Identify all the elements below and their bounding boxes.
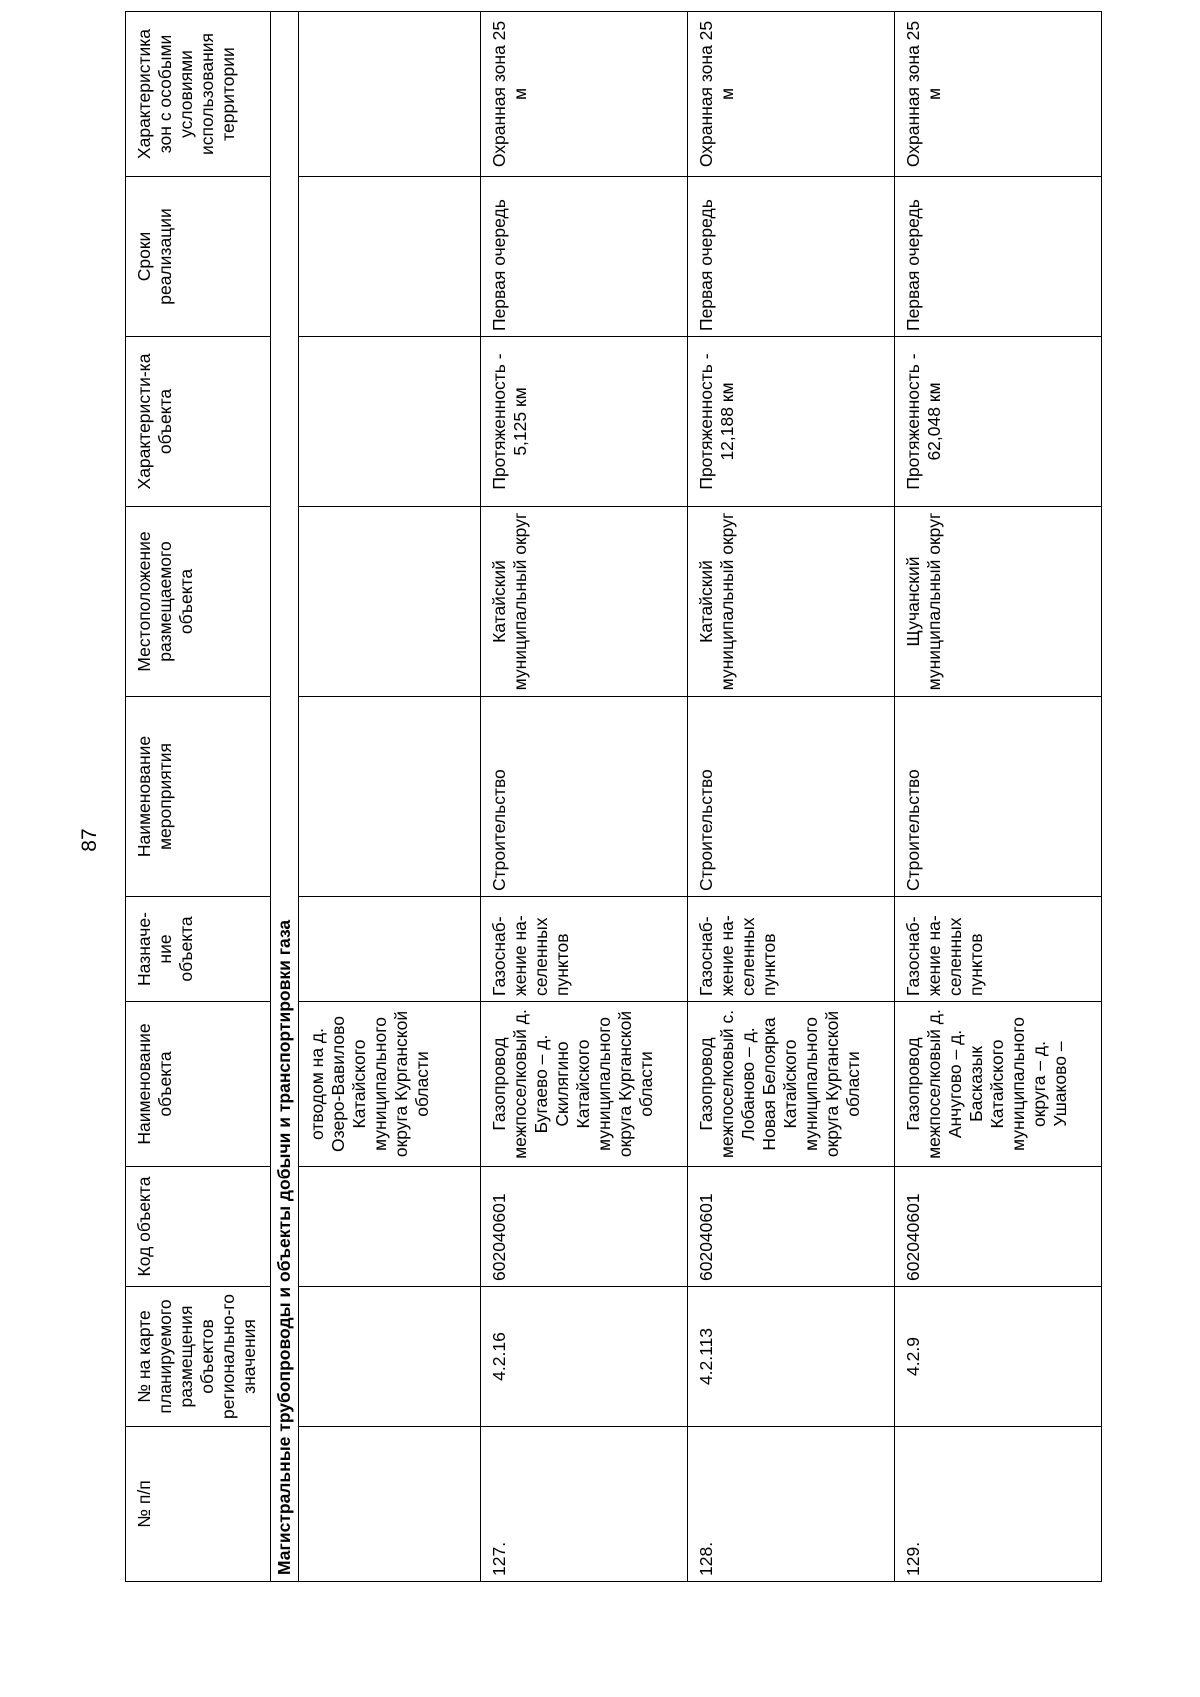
- cont-event: [299, 697, 481, 897]
- row-num: 128.: [688, 1427, 895, 1582]
- table-row: [895, 12, 1102, 1582]
- row-code: 602040601: [481, 1167, 688, 1287]
- header-map-num: № на карте планируемого размещения объектов регионально-го значения: [126, 1287, 271, 1427]
- row-location: Щучанский муниципальный округ: [895, 507, 1102, 697]
- header-row: [126, 12, 271, 1582]
- cont-code: [299, 1167, 481, 1287]
- cont-terms: [299, 177, 481, 337]
- cont-num: [299, 1427, 481, 1582]
- row-terms: Первая очередь: [481, 177, 688, 337]
- row-location: Катайский муниципальный округ: [481, 507, 688, 697]
- header-zone: Характеристика зон с особыми условиями использования территории: [126, 12, 271, 177]
- header-name: Наименование объекта: [126, 1002, 271, 1167]
- cont-name: отводом на д. Озеро-Вавилово Катайского муниципального округа Курганской области: [299, 1002, 481, 1167]
- table-row: [688, 12, 895, 1582]
- row-map-num: 4.2.113: [688, 1287, 895, 1427]
- row-event: Строительство: [688, 697, 895, 897]
- row-map-num: 4.2.16: [481, 1287, 688, 1427]
- row-name: Газопровод межпоселковый с. Лобаново – д. Новая Белоярка Катайского муниципального округа Курганской области: [688, 1002, 895, 1167]
- row-code: 602040601: [895, 1167, 1102, 1287]
- continuation-row: [299, 12, 481, 1582]
- row-name: Газопровод межпоселковый д. Анчугово – д. Басказык Катайского муниципального округа – д. Ушаково –: [895, 1002, 1102, 1167]
- row-characteristics: Протяженность - 12,188 км: [688, 337, 895, 507]
- row-terms: Первая очередь: [895, 177, 1102, 337]
- row-num: 127.: [481, 1427, 688, 1582]
- cont-zone: [299, 12, 481, 177]
- row-name: Газопровод межпоселковый д. Бугаево – д. Скилягино Катайского муниципального округа Курганской области: [481, 1002, 688, 1167]
- row-zone: Охранная зона 25 м: [688, 12, 895, 177]
- row-code: 602040601: [688, 1167, 895, 1287]
- header-characteristics: Характеристи-ка объекта: [126, 337, 271, 507]
- row-purpose: Газоснаб-жение на-селенных пунктов: [688, 897, 895, 1002]
- row-event: Строительство: [895, 697, 1102, 897]
- row-characteristics: Протяженность - 62,048 км: [895, 337, 1102, 507]
- row-zone: Охранная зона 25 м: [895, 12, 1102, 177]
- table-row: [481, 12, 688, 1582]
- section-title: Магистральные трубопроводы и объекты добычи и транспортировки газа: [271, 12, 299, 1582]
- header-location: Местоположение размещаемого объекта: [126, 507, 271, 697]
- row-characteristics: Протяженность - 5,125 км: [481, 337, 688, 507]
- header-code: Код объекта: [126, 1167, 271, 1287]
- cont-characteristics: [299, 337, 481, 507]
- row-map-num: 4.2.9: [895, 1287, 1102, 1427]
- row-location: Катайский муниципальный округ: [688, 507, 895, 697]
- page-number: 87: [78, 828, 101, 852]
- row-event: Строительство: [481, 697, 688, 897]
- row-purpose: Газоснаб-жение на-селенных пунктов: [895, 897, 1102, 1002]
- header-event: Наименование мероприятия: [126, 697, 271, 897]
- header-purpose: Назначе-ние объекта: [126, 897, 271, 1002]
- row-zone: Охранная зона 25 м: [481, 12, 688, 177]
- row-terms: Первая очередь: [688, 177, 895, 337]
- header-terms: Сроки реализации: [126, 177, 271, 337]
- rotated-table-container: [125, 20, 1125, 1582]
- section-row: [271, 12, 299, 1582]
- cont-location: [299, 507, 481, 697]
- cont-map-num: [299, 1287, 481, 1427]
- objects-table: [125, 11, 1102, 1582]
- row-purpose: Газоснаб-жение на-селенных пунктов: [481, 897, 688, 1002]
- cont-purpose: [299, 897, 481, 1002]
- header-num: № п/п: [126, 1427, 271, 1582]
- row-num: 129.: [895, 1427, 1102, 1582]
